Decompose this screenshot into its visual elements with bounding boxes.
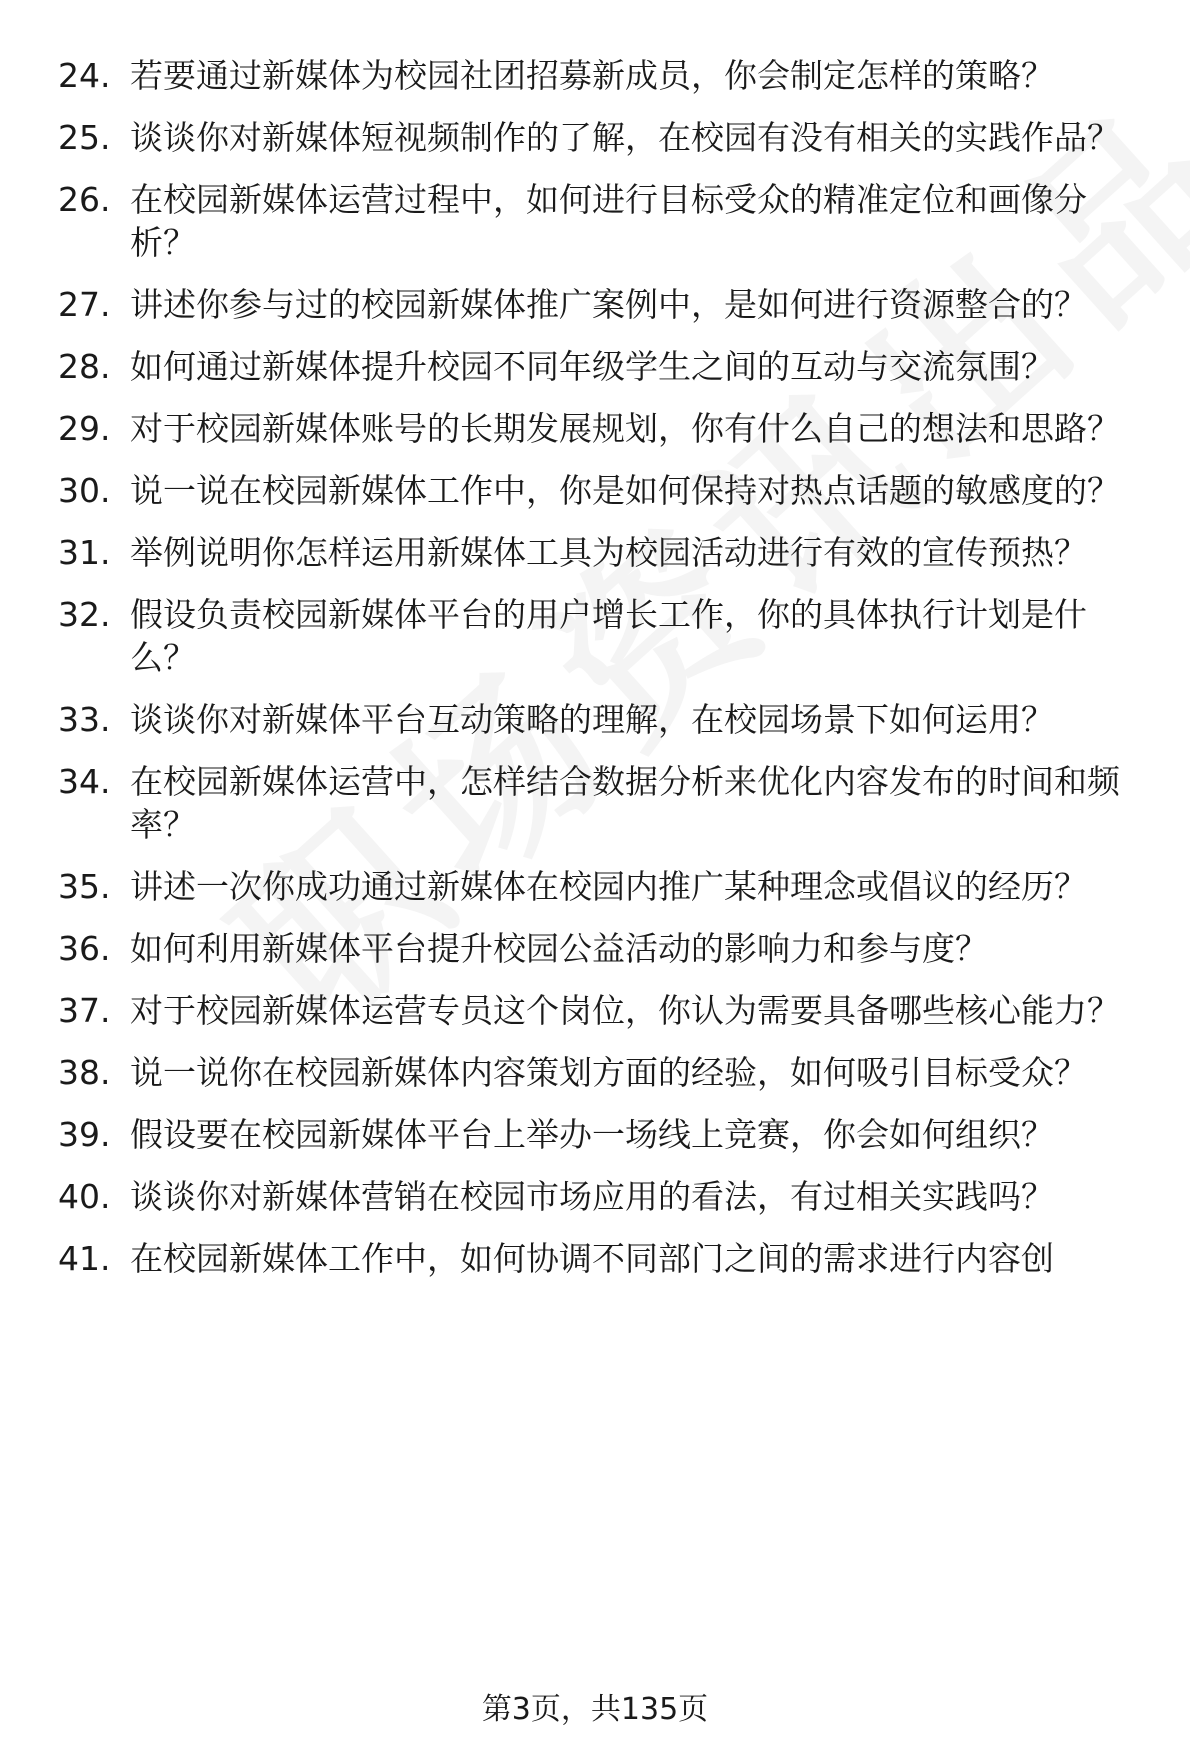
question-number: 38. — [58, 1053, 111, 1092]
question-number: 26. — [58, 180, 111, 219]
question-number: 24. — [58, 56, 111, 95]
question-item — [0, 865, 1190, 908]
question-item — [0, 469, 1190, 512]
question-text: 对于校园新媒体账号的长期发展规划，你有什么自己的想法和思路？ — [130, 409, 1120, 448]
question-item — [0, 760, 1190, 846]
question-item — [0, 927, 1190, 970]
question-text: 在校园新媒体工作中，如何协调不同部门之间的需求进行内容创 — [130, 1239, 1054, 1278]
question-text: 讲述一次你成功通过新媒体在校园内推广某种理念或倡议的经历？ — [130, 867, 1087, 906]
question-text: 在校园新媒体运营过程中，如何进行目标受众的精准定位和画像分析？ — [130, 180, 1087, 262]
question-item — [0, 283, 1190, 326]
question-item — [0, 1175, 1190, 1218]
question-text: 假设要在校园新媒体平台上举办一场线上竞赛，你会如何组织？ — [130, 1115, 1054, 1154]
question-number: 25. — [58, 118, 111, 157]
question-text: 在校园新媒体运营中，怎样结合数据分析来优化内容发布的时间和频率？ — [130, 762, 1120, 844]
question-text: 谈谈你对新媒体营销在校园市场应用的看法，有过相关实践吗？ — [130, 1177, 1054, 1216]
question-number: 36. — [58, 929, 111, 968]
question-item — [0, 1237, 1190, 1280]
question-item — [0, 1051, 1190, 1094]
question-text: 讲述你参与过的校园新媒体推广案例中，是如何进行资源整合的？ — [130, 285, 1087, 324]
question-text: 若要通过新媒体为校园社团招募新成员，你会制定怎样的策略？ — [130, 56, 1054, 95]
question-text: 对于校园新媒体运营专员这个岗位，你认为需要具备哪些核心能力？ — [130, 991, 1120, 1030]
question-item — [0, 116, 1190, 159]
question-text: 如何利用新媒体平台提升校园公益活动的影响力和参与度？ — [130, 929, 988, 968]
question-item — [0, 407, 1190, 450]
question-number: 27. — [58, 285, 111, 324]
page-footer: 第3页，共135页 — [481, 1692, 709, 1727]
question-number: 35. — [58, 867, 111, 906]
question-item — [0, 345, 1190, 388]
question-text: 谈谈你对新媒体平台互动策略的理解，在校园场景下如何运用？ — [130, 700, 1054, 739]
question-item — [0, 698, 1190, 741]
question-item — [0, 54, 1190, 97]
question-number: 33. — [58, 700, 111, 739]
question-number: 39. — [58, 1115, 111, 1154]
question-text: 谈谈你对新媒体短视频制作的了解，在校园有没有相关的实践作品？ — [130, 118, 1120, 157]
question-text: 举例说明你怎样运用新媒体工具为校园活动进行有效的宣传预热？ — [130, 533, 1087, 572]
question-text: 假设负责校园新媒体平台的用户增长工作，你的具体执行计划是什么？ — [130, 595, 1087, 677]
question-item — [0, 178, 1190, 264]
question-number: 31. — [58, 533, 111, 572]
question-item — [0, 1113, 1190, 1156]
question-number: 29. — [58, 409, 111, 448]
question-number: 30. — [58, 471, 111, 510]
question-number: 32. — [58, 595, 111, 634]
question-number: 40. — [58, 1177, 111, 1216]
question-text: 说一说你在校园新媒体内容策划方面的经验，如何吸引目标受众？ — [130, 1053, 1087, 1092]
question-number: 28. — [58, 347, 111, 386]
question-number: 34. — [58, 762, 111, 801]
question-text: 如何通过新媒体提升校园不同年级学生之间的互动与交流氛围？ — [130, 347, 1054, 386]
question-text: 说一说在校园新媒体工作中，你是如何保持对热点话题的敏感度的？ — [130, 471, 1120, 510]
question-list — [0, 54, 1190, 1299]
question-item — [0, 989, 1190, 1032]
question-item — [0, 593, 1190, 679]
question-item — [0, 531, 1190, 574]
question-number: 41. — [58, 1239, 111, 1278]
question-number: 37. — [58, 991, 111, 1030]
